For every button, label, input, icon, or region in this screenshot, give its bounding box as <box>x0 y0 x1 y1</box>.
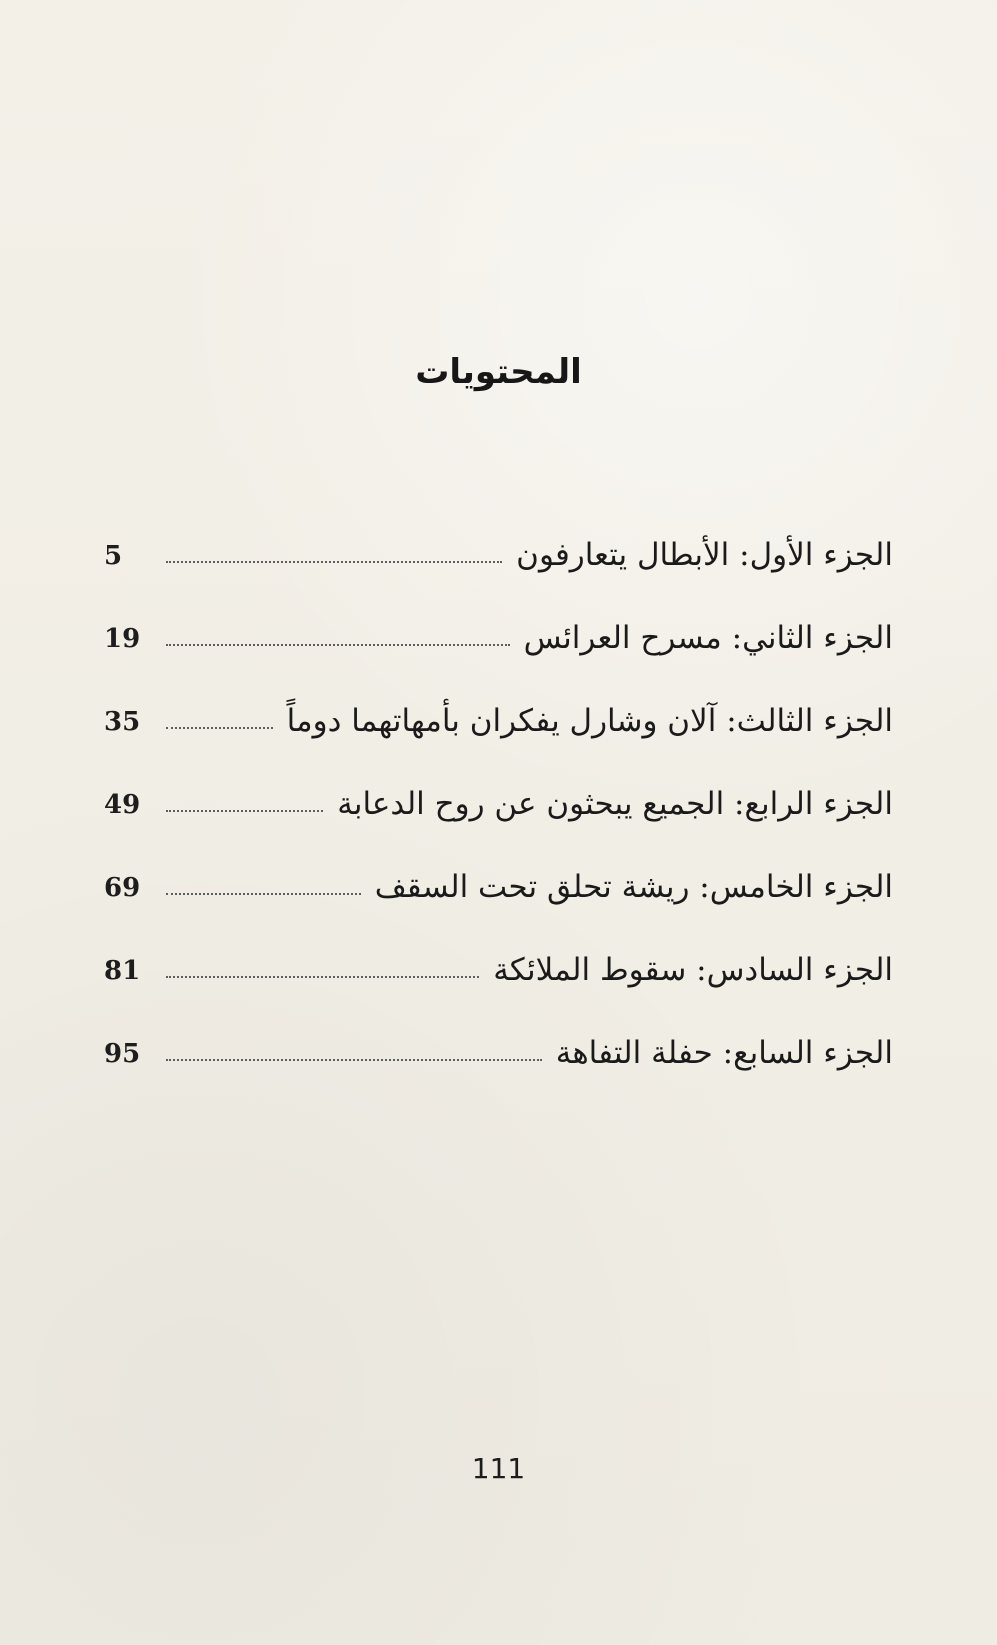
toc-entry-title: الجزء الخامس: ريشة تحلق تحت السقف <box>374 869 893 905</box>
table-of-contents <box>104 535 893 1069</box>
toc-page-number: 19 <box>104 624 141 654</box>
toc-entry-line <box>104 535 893 571</box>
dot-leader <box>166 1059 542 1061</box>
dot-leader <box>166 893 361 895</box>
toc-entry-title: الجزء الثالث: آلان وشارل يفكران بأمهاتهما دوماً <box>286 703 893 739</box>
dot-leader <box>166 561 502 563</box>
toc-page-number: 35 <box>104 707 141 737</box>
toc-entry <box>104 784 893 820</box>
toc-entry <box>104 535 893 571</box>
toc-entry-line <box>104 867 893 903</box>
toc-page-number: 81 <box>104 956 141 986</box>
toc-page-number: 49 <box>104 790 141 820</box>
toc-entry <box>104 867 893 903</box>
toc-page-number: 5 <box>104 541 123 571</box>
page-folio: 111 <box>471 1452 526 1485</box>
toc-entry-title: الجزء الأول: الأبطال يتعارفون <box>516 537 893 573</box>
toc-entry-line <box>104 784 893 820</box>
toc-entry <box>104 1033 893 1069</box>
toc-entry-title: الجزء السابع: حفلة التفاهة <box>555 1035 893 1071</box>
toc-page-number: 69 <box>104 873 141 903</box>
toc-page-number: 95 <box>104 1039 141 1069</box>
dot-leader <box>166 810 323 812</box>
toc-entry-line <box>104 1033 893 1069</box>
dot-leader <box>166 644 510 646</box>
toc-entry <box>104 618 893 654</box>
toc-entry-title: الجزء الثاني: مسرح العرائس <box>523 620 893 656</box>
toc-entry-line <box>104 618 893 654</box>
contents-title: المحتويات <box>415 352 582 392</box>
toc-entry-line <box>104 701 893 737</box>
toc-entry-title: الجزء السادس: سقوط الملائكة <box>493 952 893 988</box>
toc-entry-title: الجزء الرابع: الجميع يبحثون عن روح الدعابة <box>337 786 893 822</box>
dot-leader <box>166 976 479 978</box>
toc-entry-line <box>104 950 893 986</box>
toc-entry <box>104 701 893 737</box>
dot-leader <box>166 727 273 729</box>
toc-entry <box>104 950 893 986</box>
